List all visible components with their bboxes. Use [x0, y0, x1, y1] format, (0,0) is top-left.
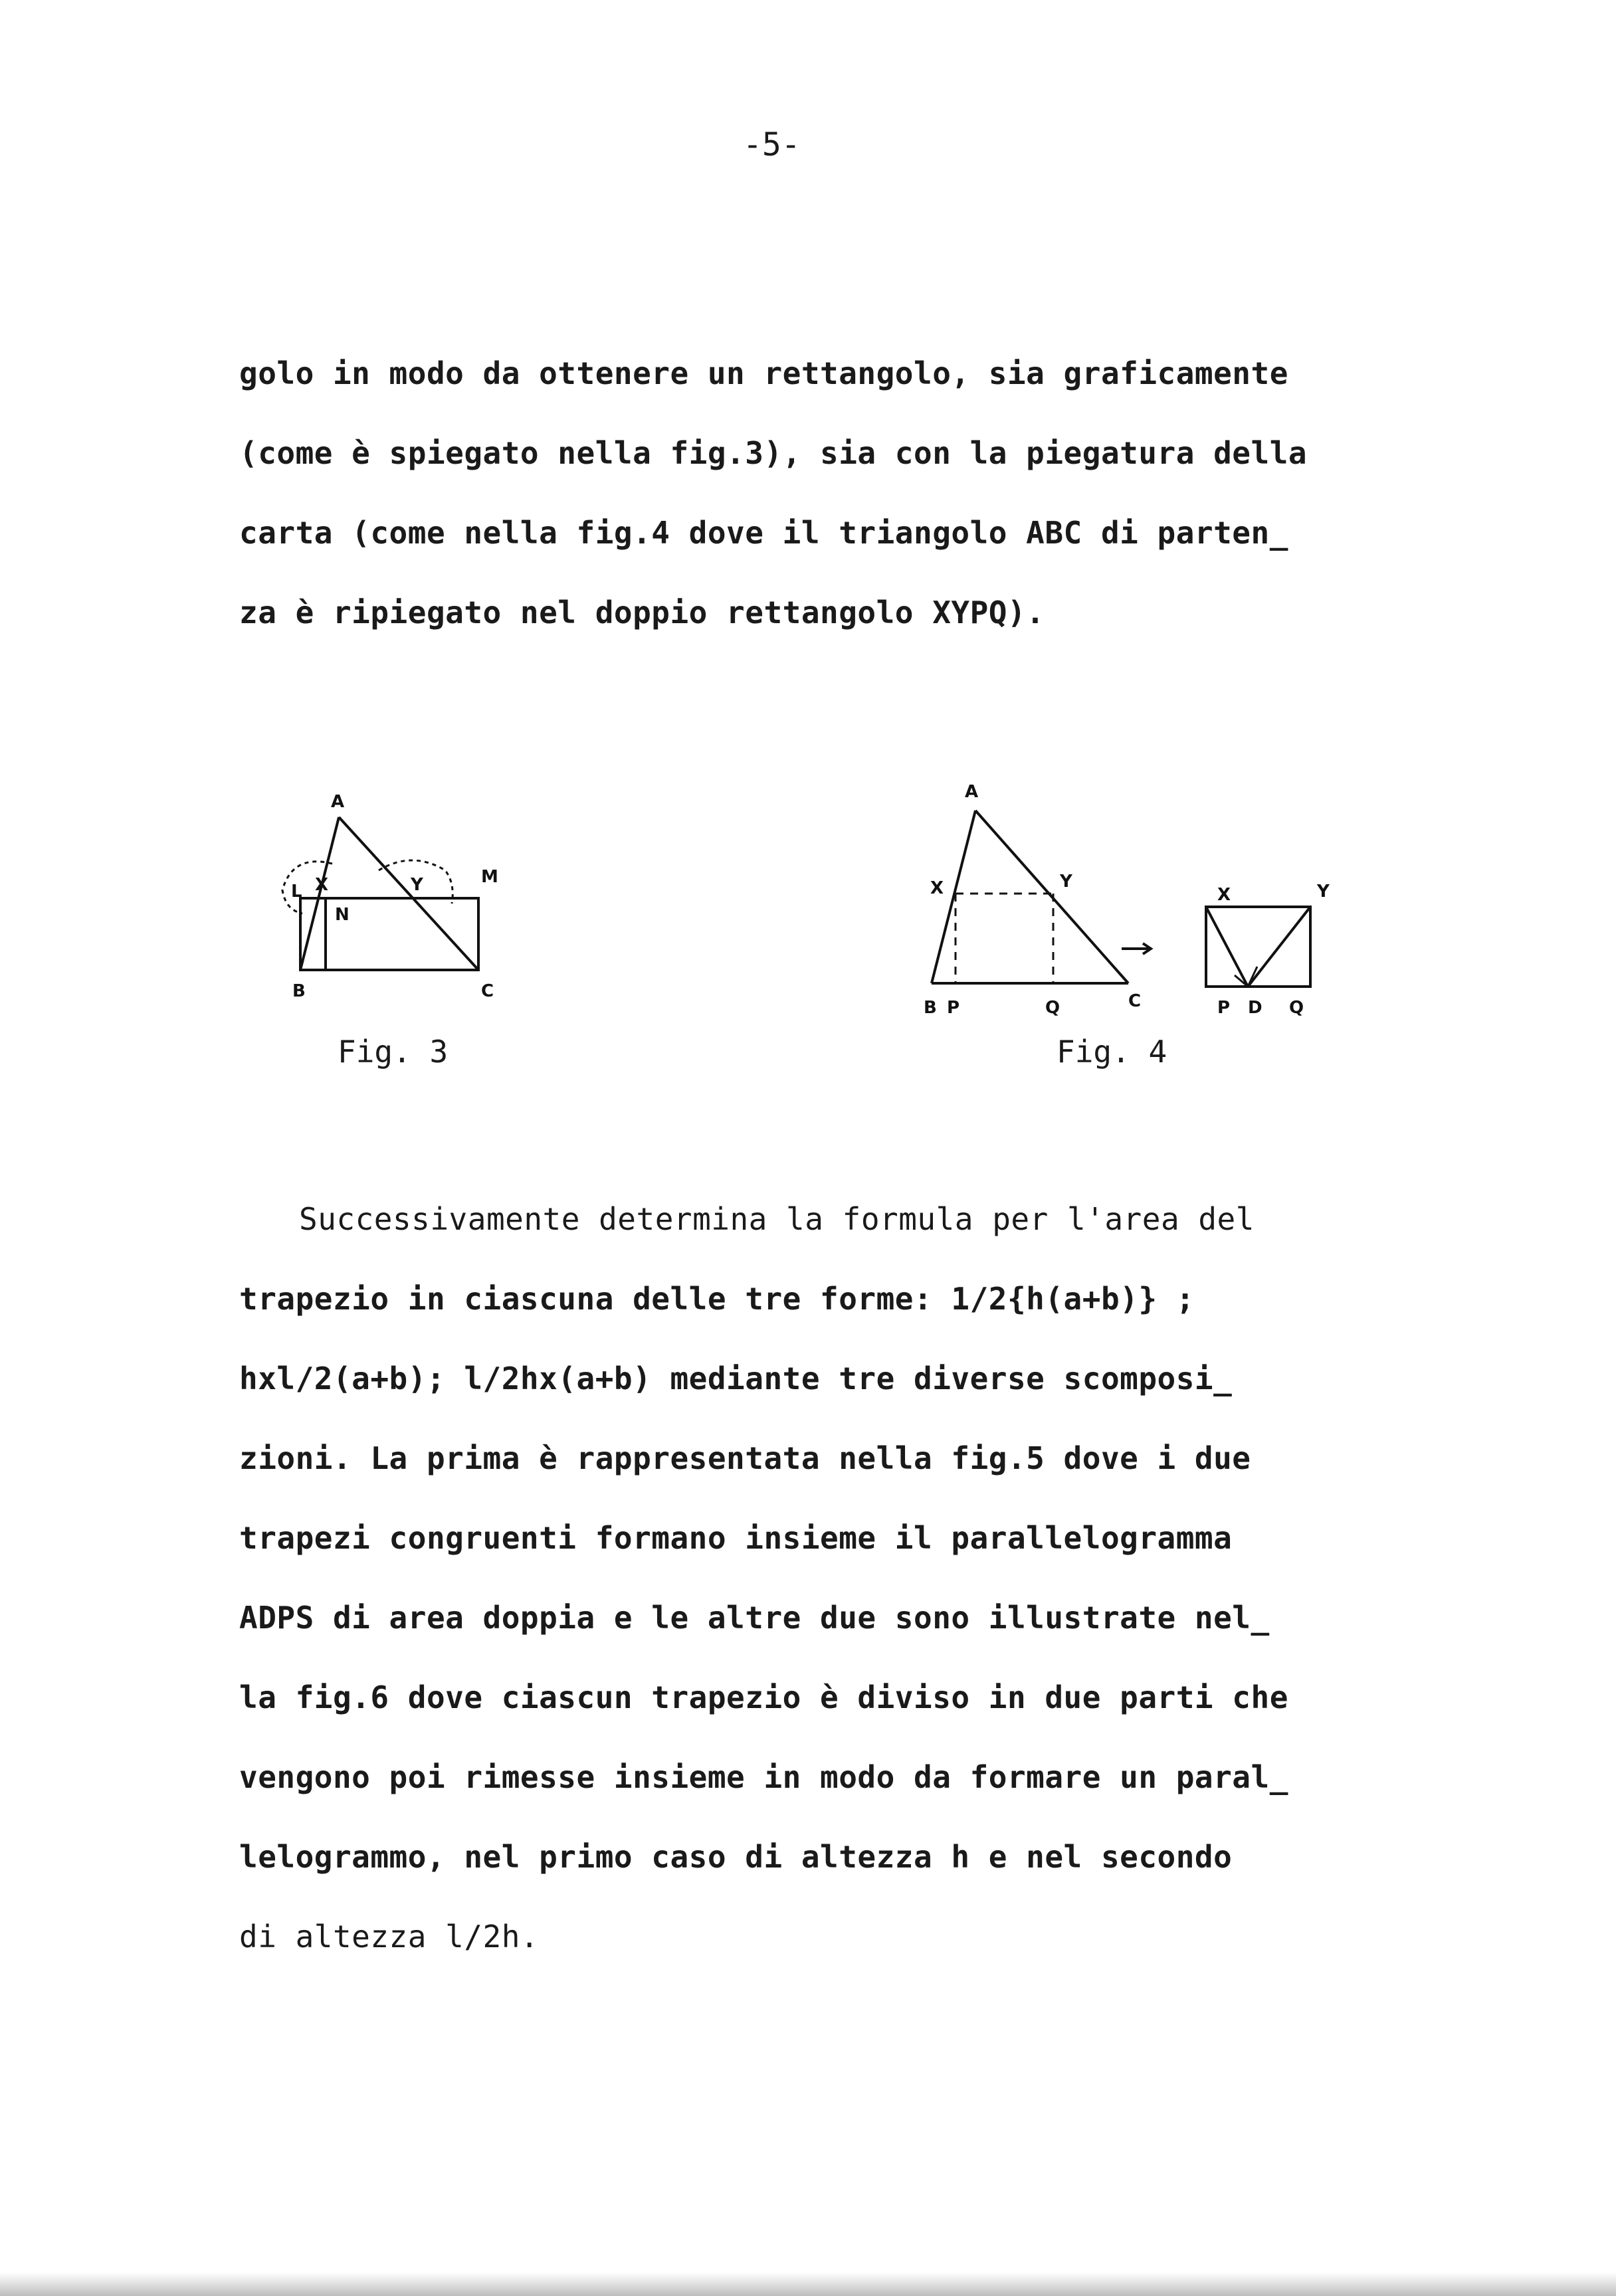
point-label-y: Y [411, 875, 423, 895]
point-label-p: P [1217, 998, 1231, 1018]
text-line: (come è spiegato nella fig.3), sia con la piegatura della [239, 435, 1308, 471]
point-label-y: Y [1060, 872, 1072, 892]
point-label-p: P [947, 998, 960, 1018]
figure-4-caption: Fig. 4 [1057, 1034, 1167, 1070]
text-line: zioni. La prima è rappresentata nella fig.5 dove i due [239, 1440, 1251, 1476]
point-label-a: A [965, 782, 979, 802]
point-label-x: X [930, 878, 944, 898]
point-label-b: B [292, 981, 306, 1001]
point-label-q: Q [1045, 998, 1060, 1018]
page-number: -5- [743, 126, 801, 163]
text-line: di altezza l/2h. [239, 1919, 540, 1955]
text-line: hxl/2(a+b); l/2hx(a+b) mediante tre diverse scomposi_ [239, 1361, 1233, 1396]
point-label-y: Y [1317, 882, 1330, 902]
text-line: carta (come nella fig.4 dove il triangolo ABC di parten_ [239, 515, 1288, 551]
point-label-a: A [331, 792, 345, 812]
point-label-c: C [481, 981, 494, 1001]
text-line: za è ripiegato nel doppio rettangolo XYPQ). [239, 595, 1045, 630]
figure-3-caption: Fig. 3 [338, 1034, 449, 1070]
point-label-n: N [335, 905, 350, 925]
point-label-q: Q [1289, 998, 1304, 1018]
text-line: golo in modo da ottenere un rettangolo, sia graficamente [239, 355, 1288, 391]
point-label-x: X [1217, 885, 1231, 905]
text-line: lelogrammo, nel primo caso di altezza h e nel secondo [239, 1839, 1233, 1875]
text-line: trapezi congruenti formano insieme il parallelogramma [239, 1520, 1233, 1556]
point-label-c: C [1128, 991, 1142, 1011]
scan-edge-shadow [0, 2272, 1616, 2296]
text-line: ADPS di area doppia e le altre due sono illustrate nel_ [239, 1600, 1270, 1636]
point-label-b: B [924, 998, 937, 1018]
point-label-x: X [315, 875, 329, 895]
text-line: la fig.6 dove ciascun trapezio è diviso in due parti che [239, 1679, 1288, 1715]
point-label-l: L [291, 882, 302, 902]
point-label-m: M [481, 867, 498, 887]
text-line: trapezio in ciascuna delle tre forme: 1/2{h(a+b)} ; [239, 1281, 1195, 1317]
point-label-d: D [1248, 998, 1262, 1018]
text-line: Successivamente determina la formula per l'area del [299, 1201, 1255, 1237]
text-line: vengono poi rimesse insieme in modo da formare un paral_ [239, 1759, 1288, 1795]
